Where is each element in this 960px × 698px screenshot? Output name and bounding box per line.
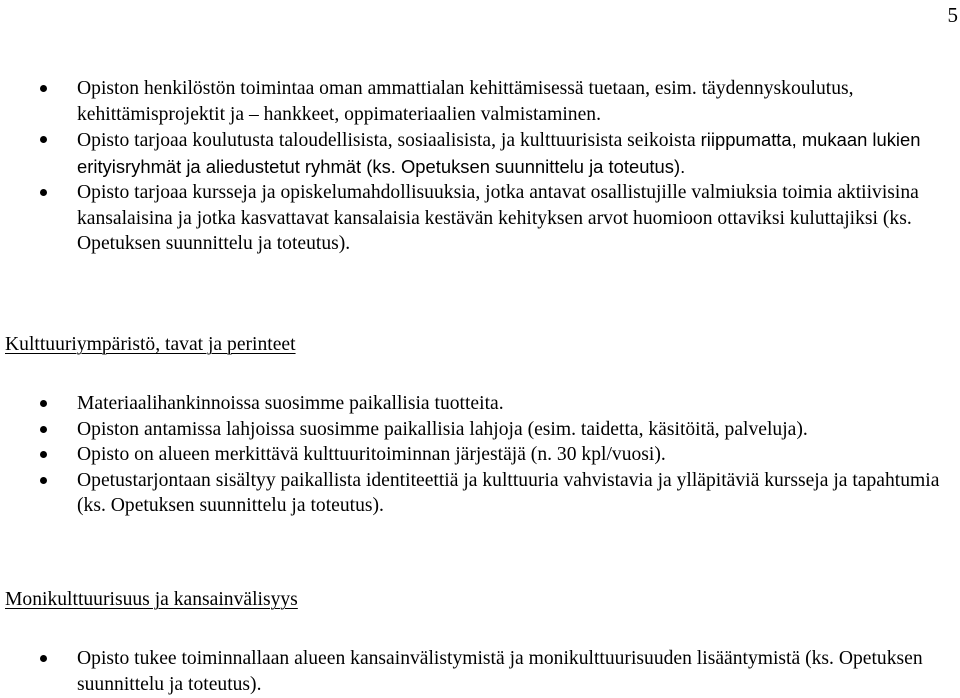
bullet-icon <box>40 451 47 458</box>
culture-bullet-list <box>0 391 958 519</box>
list-item <box>0 646 958 697</box>
bullet-icon <box>40 477 47 484</box>
page-number: 5 <box>947 3 958 27</box>
list-item-text: Opetustarjontaan sisältyy paikallista identiteettiä ja kulttuuria vahvistavia ja ylläpitäviä kursseja ja tapahtumia (ks. Opetuksen suunnittelu ja toteutus). <box>77 469 940 516</box>
list-item-text: Opisto tarjoaa kursseja ja opiskelumahdollisuuksia, jotka antavat osallistujille valmiuksia toimia aktiivisina kansalaisina ja jotka kasvattavat kansalaisia kestävän kehityksen arvot huomioon ottaviksi kuluttajiksi (ks. Opetuksen suunnittelu ja toteutus). <box>77 182 919 254</box>
section-heading-multicultural: Monikulttuurisuus ja kansainvälisyys <box>5 589 298 610</box>
list-item-text: Opisto on alueen merkittävä kulttuuritoiminnan järjestäjä (n. 30 kpl/vuosi). <box>77 444 666 465</box>
bullet-icon <box>40 426 47 433</box>
bullet-icon <box>40 136 47 143</box>
list-item-text: Opisto tukee toiminnallaan alueen kansainvälistymistä ja monikulttuurisuuden lisääntymistä (ks. Opetuksen suunnittelu ja toteutus). <box>77 648 923 695</box>
list-item <box>0 468 958 519</box>
list-item-text: Opisto tarjoaa koulutusta taloudellisista, sosiaalisista, ja kulttuurisista seikoista <box>77 130 696 151</box>
list-item-text: Opiston henkilöstön toimintaa oman ammattialan kehittämisessä tuetaan, esim. täydennyskoulutus, kehittämisprojektit ja – hankkeet, oppimateriaalien valmistaminen. <box>77 78 854 125</box>
list-item <box>0 391 958 417</box>
bullet-icon <box>40 189 47 196</box>
list-item-text: Materiaalihankinnoissa suosimme paikallisia tuotteita. <box>77 393 504 414</box>
section-heading-culture: Kulttuuriympäristö, tavat ja perinteet <box>5 334 296 355</box>
list-item <box>0 76 958 127</box>
list-item-text: Opiston antamissa lahjoissa suosimme paikallisia lahjoja (esim. taidetta, käsitöitä, palveluja). <box>77 418 808 440</box>
list-item <box>0 127 958 180</box>
list-item <box>0 180 958 257</box>
multicultural-bullet-list <box>0 646 958 697</box>
bullet-icon <box>40 400 47 407</box>
intro-bullet-list <box>0 76 958 257</box>
list-item <box>0 417 958 443</box>
list-item-text-continued: riippumatta, mukaan lukien erityisryhmät ja aliedustetut ryhmät (ks. Opetuksen suunnittelu ja toteutus). <box>77 129 921 177</box>
bullet-icon <box>40 655 47 662</box>
bullet-icon <box>40 85 47 92</box>
list-item <box>0 442 958 468</box>
